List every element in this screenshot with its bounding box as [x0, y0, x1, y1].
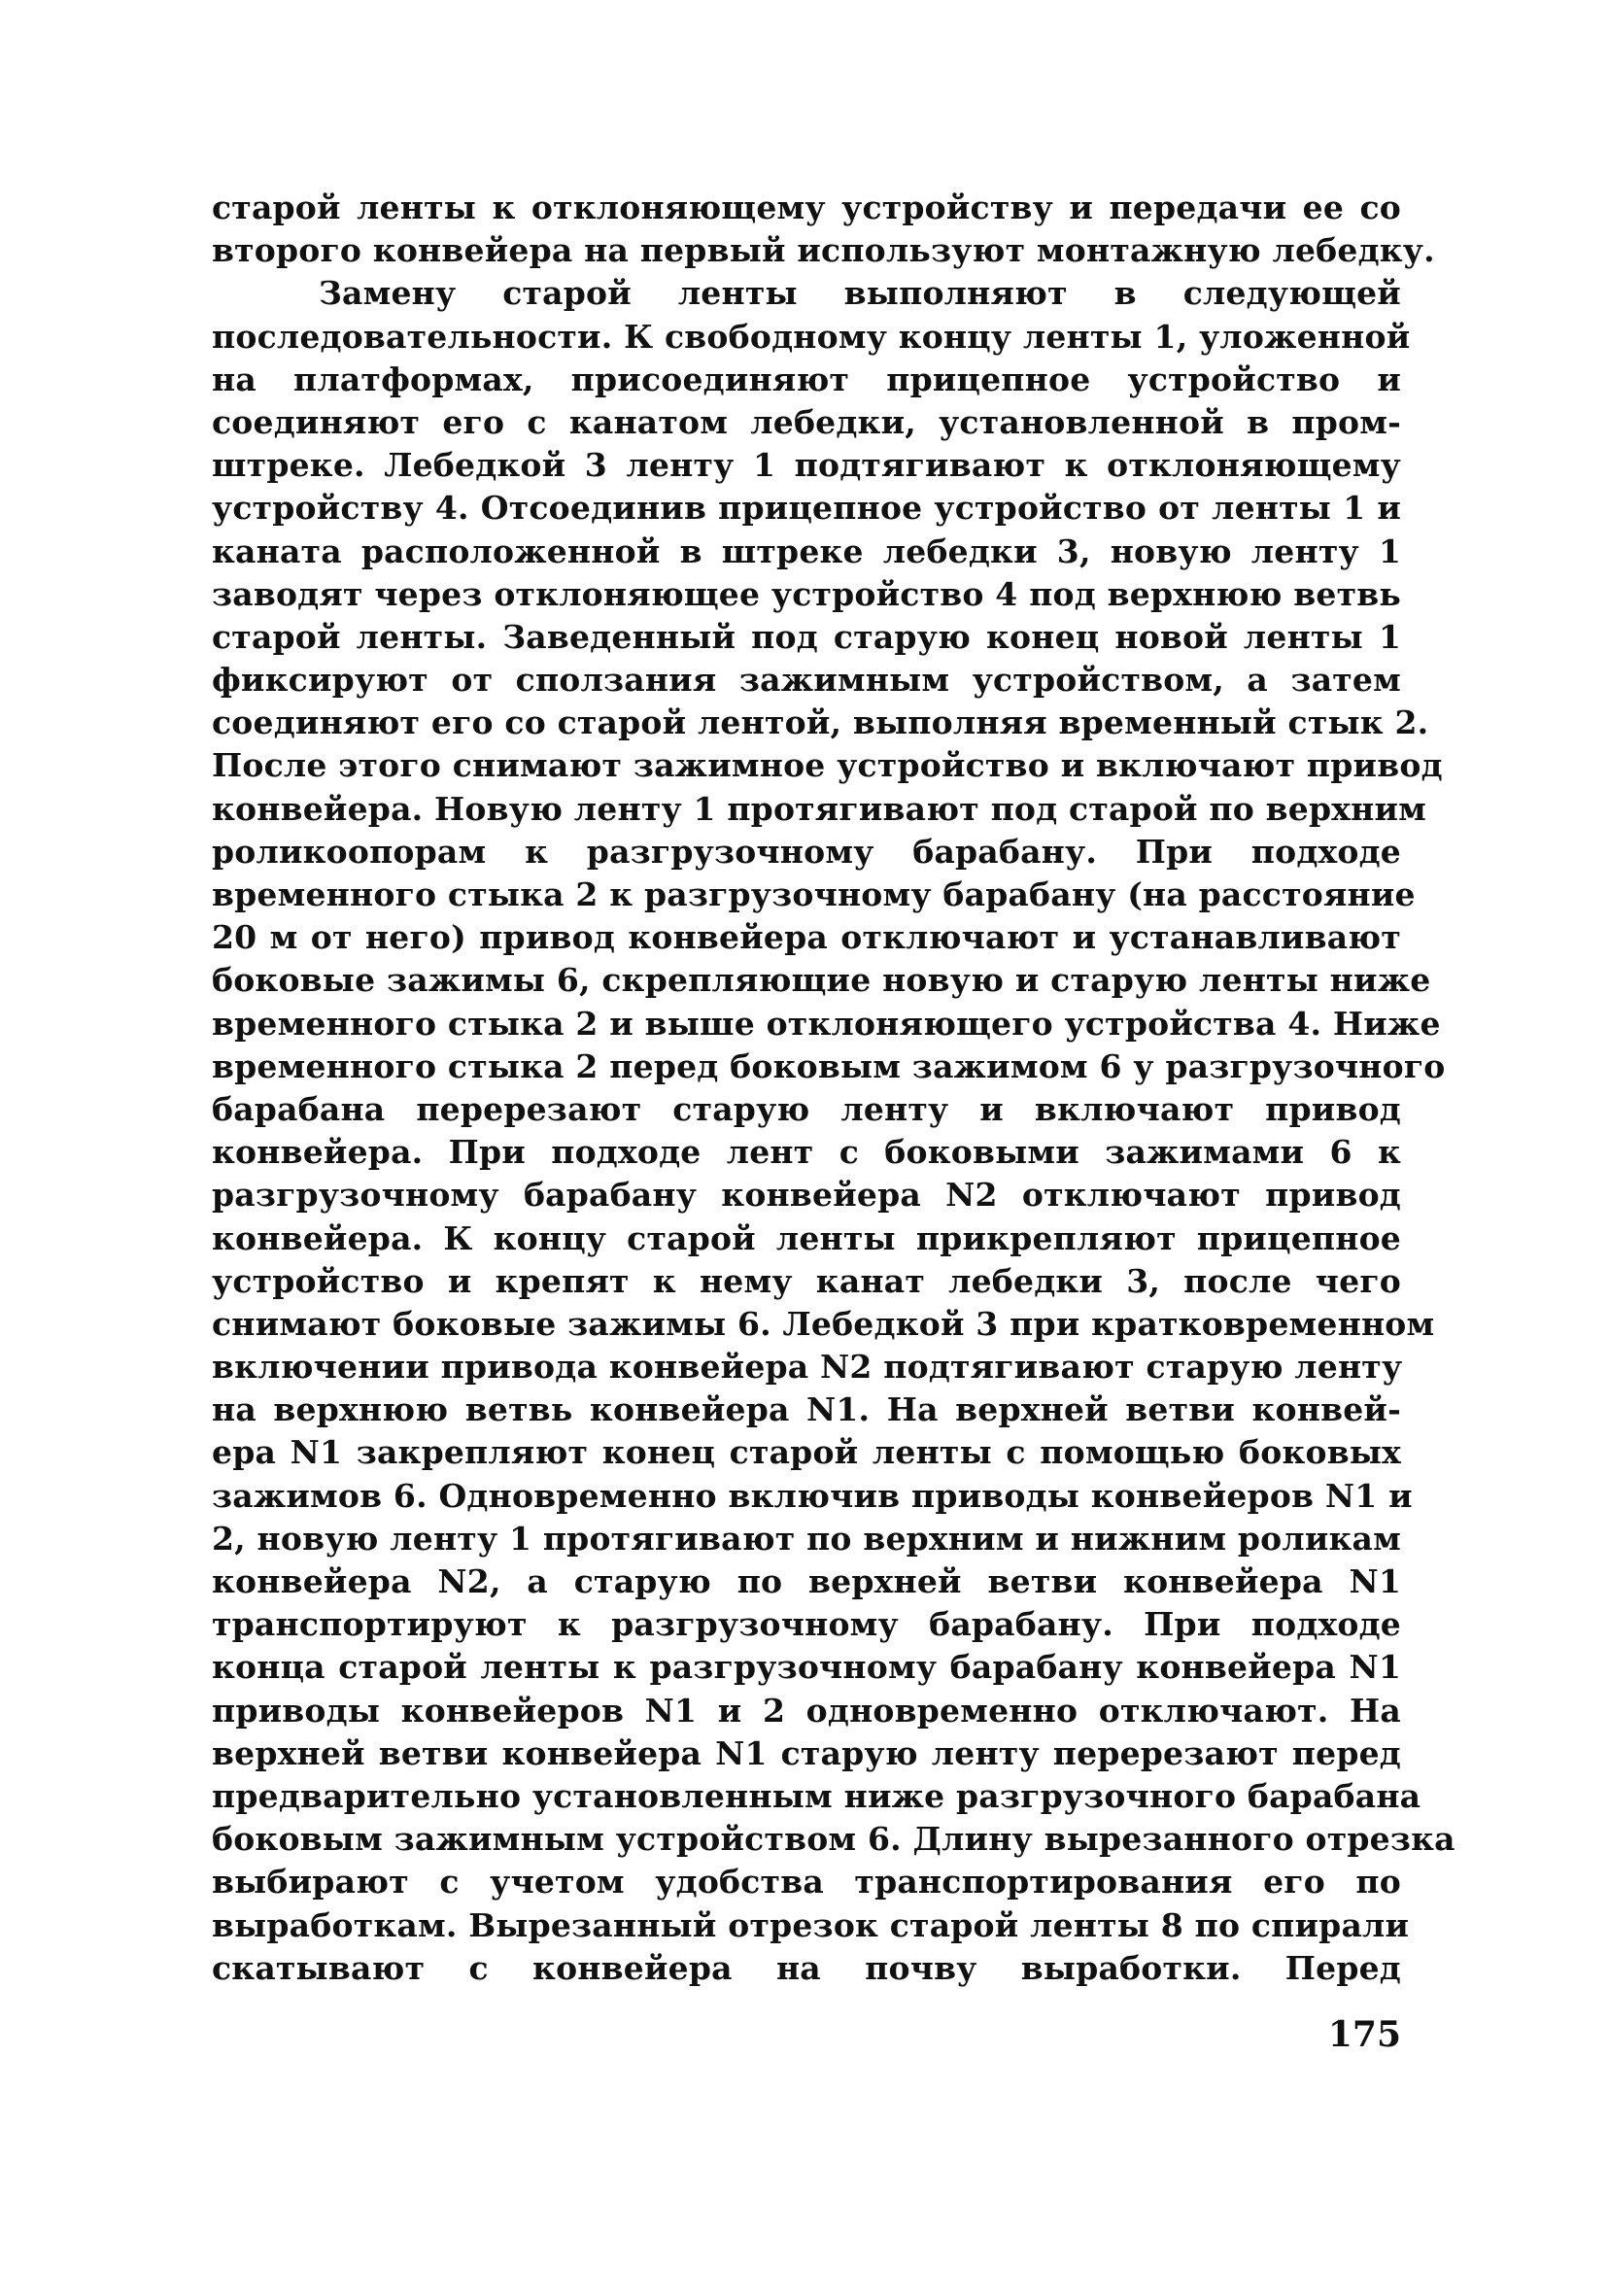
text-line: соединяют его со старой лентой, выполняя временный стык 2. — [212, 703, 1429, 742]
text-line: конвейера. Новую ленту 1 протягивают под старой по верхним — [212, 789, 1427, 828]
text-line: на верхнюю ветвь конвейера N1. На верхней ветви конвей- — [212, 1390, 1401, 1429]
text-line: устройство и крепят к нему канат лебедки 3, после чего — [212, 1261, 1401, 1300]
text-line: последовательности. К свободному концу ленты 1, уложенной — [212, 317, 1411, 356]
text-line: роликоопорам к разгрузочному барабану. При подходе — [212, 832, 1401, 871]
text-line: старой ленты. Заведенный под старую конец новой ленты 1 — [212, 617, 1401, 656]
text-line: второго конвейера на первый используют монтажную лебедку. — [212, 231, 1435, 270]
text-line: боковым зажимным устройством 6. Длину вырезанного отрезка — [212, 1820, 1455, 1859]
text-line: разгрузочному барабану конвейера N2 отключают привод — [212, 1176, 1401, 1215]
text-line: штреке. Лебедкой 3 ленту 1 подтягивают к отклоняющему — [212, 446, 1401, 485]
text-line: старой ленты к отклоняющему устройству и передачи ее со — [212, 188, 1401, 226]
text-line: 2, новую ленту 1 протягивают по верхним и нижним роликам — [212, 1519, 1401, 1558]
text-line: включении привода конвейера N2 подтягивают старую ленту — [212, 1348, 1403, 1387]
text-line: конца старой ленты к разгрузочному барабану конвейера N1 — [212, 1648, 1401, 1687]
text-line: соединяют его с канатом лебедки, установленной в пром- — [212, 402, 1401, 441]
page-body — [212, 187, 1455, 1990]
text-line: фиксируют от сползания зажимным устройством, а затем — [212, 661, 1401, 700]
text-line: временного стыка 2 и выше отклоняющего устройства 4. Ниже — [212, 1004, 1441, 1043]
text-line: временного стыка 2 к разгрузочному барабану (на расстояние — [212, 875, 1416, 913]
text-line: конвейера. При подходе лент с боковыми зажимами 6 к — [212, 1133, 1401, 1172]
text-line: барабана перерезают старую ленту и включают привод — [212, 1089, 1401, 1128]
text-line: конвейера N2, а старую по верхней ветви конвейера N1 — [212, 1562, 1401, 1600]
text-line: ера N1 закрепляют конец старой ленты с помощью боковых — [212, 1433, 1401, 1472]
text-line: каната расположенной в штреке лебедки 3, новую ленту 1 — [212, 531, 1401, 570]
text-line: 20 м от него) привод конвейера отключают и устанавливают — [212, 918, 1401, 957]
text-line: верхней ветви конвейера N1 старую ленту перерезают перед — [212, 1733, 1401, 1772]
text-line: После этого снимают зажимное устройство и включают привод — [212, 746, 1443, 785]
paragraph-first-line: Замену старой ленты выполняют в следующей — [319, 274, 1401, 313]
text-line: на платформах, присоединяют прицепное устройство и — [212, 360, 1401, 398]
text-line: приводы конвейеров N1 и 2 одновременно отключают. На — [212, 1691, 1401, 1730]
text-line: зажимов 6. Одновременно включив приводы конвейеров N1 и — [212, 1476, 1413, 1515]
text-line: предварительно установленным ниже разгрузочного барабана — [212, 1776, 1421, 1815]
text-line: снимают боковые зажимы 6. Лебедкой 3 при кратковременном — [212, 1304, 1435, 1343]
text-line: скатывают с конвейера на почву выработки. Перед — [212, 1948, 1401, 1987]
text-line: устройству 4. Отсоединив прицепное устройство от ленты 1 и — [212, 489, 1401, 528]
text-line: конвейера. К концу старой ленты прикрепляют прицепное — [212, 1218, 1401, 1257]
text-line: выбирают с учетом удобства транспортирования его по — [212, 1863, 1401, 1902]
text-line: временного стыка 2 перед боковым зажимом 6 у разгрузочного — [212, 1046, 1446, 1085]
page-number: 175 — [1327, 2014, 1401, 2055]
text-line: выработкам. Вырезанный отрезок старой ленты 8 по спирали — [212, 1905, 1410, 1944]
text-line: транспортируют к разгрузочному барабану. При подходе — [212, 1605, 1401, 1644]
text-line: заводят через отклоняющее устройство 4 под верхнюю ветвь — [212, 574, 1401, 613]
text-line: боковые зажимы 6, скрепляющие новую и старую ленты ниже — [212, 961, 1431, 1000]
